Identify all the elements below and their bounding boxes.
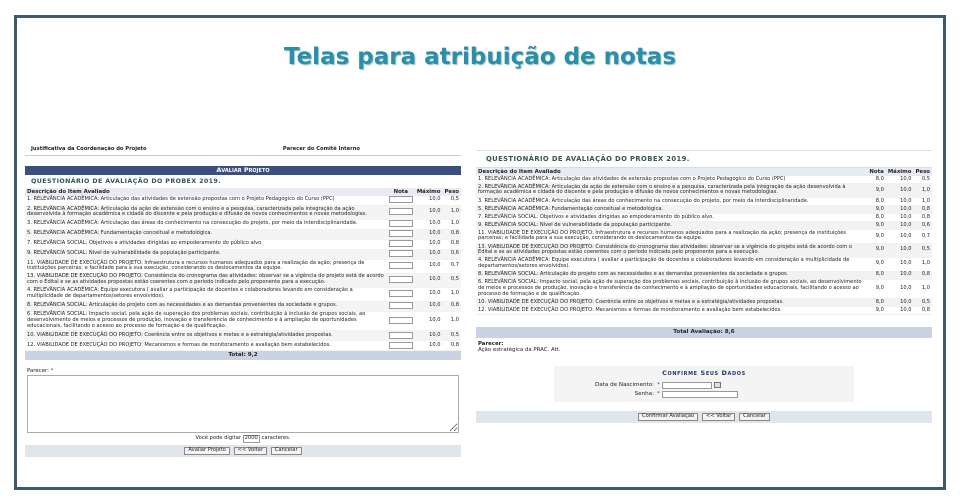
item-description: 8. RELEVÂNCIA SOCIAL: Articulação do projeto com as necessidades e as demandas provenientes da sociedade e grupos.	[25, 301, 387, 311]
maximo-cell: 10,0	[886, 230, 914, 244]
nota-cell: 8,0	[867, 213, 885, 221]
peso-cell: 1,0	[442, 205, 461, 219]
chars-suffix: caracteres.	[261, 434, 291, 441]
table-row	[25, 205, 461, 219]
col-descricao: Descrição do Item Avaliado	[476, 168, 867, 176]
questionnaire-title: QUESTIONÁRIO DE AVALIAÇÃO DO PROBEX 2019.	[31, 178, 221, 186]
col-nota: Nota	[387, 188, 415, 196]
nota-input[interactable]	[389, 250, 413, 257]
total-bar: Total Avaliação: 8,6	[476, 327, 932, 337]
item-description: 2. RELEVÂNCIA ACADÊMICA: Articulação da ação de extensão com o ensino e a pesquisa, caracterizada pela integração da ação desenvolvida à formação acadêmica e cidadã do discente e pela produção e difusão de novos conhecimentos e novas metodologias.	[476, 184, 867, 198]
parecer-textarea[interactable]	[27, 375, 459, 433]
peso-cell: 0,5	[442, 273, 461, 287]
button-bar	[476, 411, 932, 423]
nota-cell: 8,0	[867, 176, 885, 184]
table-header	[25, 188, 461, 196]
cancelar-button[interactable]: Cancelar	[739, 413, 770, 421]
peso-cell: 0,8	[442, 229, 461, 239]
parecer-label: Parecer:	[478, 340, 504, 347]
table-row	[25, 301, 461, 311]
maximo-cell: 10,0	[415, 341, 443, 351]
item-description: 11. VIABILIDADE DE EXECUÇÃO DO PROJETO: Infraestrutura e recursos humanos adequados para a realização da ação; presença de instituições parceiras; e facilidade para a sua execução, considerando os deslocamentos da equipe.	[476, 230, 867, 244]
nota-cell: 8,0	[867, 299, 885, 307]
peso-cell: 1,0	[913, 257, 932, 271]
nota-input[interactable]	[389, 196, 413, 203]
nota-input[interactable]	[389, 262, 413, 269]
peso-cell: 0,8	[913, 307, 932, 315]
justification-row	[25, 145, 461, 156]
table-row	[25, 273, 461, 287]
peso-cell: 1,0	[442, 311, 461, 331]
item-description: 2. RELEVÂNCIA ACADÊMICA: Articulação da ação de extensão com o ensino e a pesquisa, caracterizada pela integração da ação desenvolvida à formação acadêmica e cidadã do discente e pela produção e difusão de novos conhecimentos e novas metodologias.	[25, 205, 387, 219]
section-bar: Avaliar Projeto	[25, 166, 461, 175]
peso-cell: 0,5	[442, 331, 461, 341]
confirmar-avaliacao-button[interactable]: Confirmar Avaliação	[638, 413, 698, 421]
maximo-cell: 10,0	[415, 205, 443, 219]
item-description: 9. RELEVÂNCIA SOCIAL: Nível de vulnerabilidade da população participante.	[25, 249, 387, 259]
item-description: 5. RELEVÂNCIA ACADÊMICA: Fundamentação conceitual e metodológica.	[476, 205, 867, 213]
maximo-cell: 10,0	[886, 271, 914, 279]
peso-cell: 0,8	[913, 213, 932, 221]
nota-input[interactable]	[389, 208, 413, 215]
table-row	[25, 311, 461, 331]
voltar-button[interactable]: << Voltar	[234, 447, 267, 455]
table-row	[25, 229, 461, 239]
maximo-cell: 10,0	[415, 259, 443, 273]
nota-cell: 9,0	[867, 279, 885, 299]
maximo-cell: 10,0	[415, 273, 443, 287]
maximo-cell: 10,0	[415, 229, 443, 239]
table-row	[476, 222, 932, 230]
password-input[interactable]	[662, 391, 738, 398]
birthdate-input[interactable]	[662, 382, 712, 389]
table-row	[25, 331, 461, 341]
table-row	[476, 230, 932, 244]
peso-cell: 0,7	[913, 230, 932, 244]
peso-cell: 0,6	[442, 249, 461, 259]
maximo-cell: 10,0	[415, 301, 443, 311]
item-description: 6. RELEVÂNCIA SOCIAL: Impacto social, pela ação de superação dos problemas sociais, contribuição à inclusão de grupos sociais, ao desenvolvimento de meios e processos de produção, inovação e transferência de conhecimento e à ampliação de oportunidades educacionais, facilitando o acesso ao processo de formação e de qualificação.	[476, 279, 867, 299]
nota-input[interactable]	[389, 317, 413, 324]
nota-cell	[387, 259, 415, 273]
nota-cell: 9,0	[867, 205, 885, 213]
password-label: Senha:	[634, 391, 654, 398]
peso-cell: 1,0	[442, 287, 461, 301]
table-row	[25, 249, 461, 259]
nota-cell	[387, 311, 415, 331]
nota-cell	[387, 205, 415, 219]
peso-cell: 0,5	[913, 243, 932, 257]
item-description: 6. RELEVÂNCIA SOCIAL: Impacto social, pela ação de superação dos problemas sociais, contribuição à inclusão de grupos sociais, ao desenvolvimento de meios e processos de produção, inovação e transferência de conhecimento e à ampliação de oportunidades educacionais, facilitando o acesso ao processo de formação e de qualificação.	[25, 311, 387, 331]
col-maximo: Máximo	[887, 168, 912, 175]
maximo-cell: 10,0	[886, 222, 914, 230]
item-description: 12. VIABILIDADE DE EXECUÇÃO DO PROJETO: Mecanismos e formas de monitoramento e avaliação bem estabelecidos.	[476, 307, 867, 315]
required-mark: *	[657, 382, 660, 389]
table-row	[25, 239, 461, 249]
nota-cell: 8,0	[867, 271, 885, 279]
maximo-cell: 10,0	[415, 287, 443, 301]
parecer-comite-label: Parecer do Comitê Interno	[282, 146, 360, 152]
required-mark: *	[50, 367, 54, 374]
nota-cell	[387, 196, 415, 206]
item-description: 9. RELEVÂNCIA SOCIAL: Nível de vulnerabilidade da população participante.	[476, 222, 867, 230]
cancelar-button[interactable]: Cancelar	[271, 447, 302, 455]
nota-cell: 9,0	[867, 230, 885, 244]
nota-input[interactable]	[389, 342, 413, 349]
maximo-cell: 10,0	[415, 239, 443, 249]
evaluation-table	[476, 168, 932, 316]
item-description: 13. VIABILIDADE DE EXECUÇÃO DO PROJETO: Consistência do cronograma das atividades: observar se a vigência do projeto está de acordo com o Edital e se as atividades propostas estão coerentes com o período indicado pelo proponente para a execução.	[25, 273, 387, 287]
parecer-label: Parecer:	[27, 367, 49, 374]
item-description: 7. RELEVÂNCIA SOCIAL: Objetivos e atividades dirigidas ao empoderamento do público alvo.	[476, 213, 867, 221]
col-peso: Peso	[444, 188, 459, 195]
col-maximo: Máximo	[416, 188, 441, 195]
maximo-cell: 10,0	[415, 196, 443, 206]
nota-cell	[387, 229, 415, 239]
nota-input[interactable]	[389, 276, 413, 283]
nota-cell	[387, 331, 415, 341]
nota-cell	[387, 287, 415, 301]
peso-cell: 1,0	[913, 279, 932, 299]
table-row	[476, 184, 932, 198]
nota-cell: 9,0	[867, 257, 885, 271]
item-description: 1. RELEVÂNCIA ACADÊMICA: Articulação das atividades de extensão propostas com o Projeto Pedagógico do Curso (PPC)	[476, 176, 867, 184]
nota-cell: 8,0	[867, 197, 885, 205]
item-description: 13. VIABILIDADE DE EXECUÇÃO DO PROJETO: Consistência do cronograma das atividades: observar se a vigência do projeto está de acordo com o Edital e se as atividades propostas estão coerentes com o período indicado pelo proponente para a execução.	[476, 243, 867, 257]
maximo-cell: 10,0	[886, 213, 914, 221]
peso-cell: 0,8	[442, 301, 461, 311]
voltar-button[interactable]: << Voltar	[702, 413, 735, 421]
table-row	[476, 307, 932, 315]
col-peso: Peso	[915, 168, 930, 175]
maximo-cell: 10,0	[886, 197, 914, 205]
evaluation-table	[25, 188, 461, 352]
table-row	[476, 299, 932, 307]
maximo-cell: 10,0	[886, 279, 914, 299]
table-header	[476, 168, 932, 176]
char-counter	[25, 433, 461, 443]
nota-cell	[387, 301, 415, 311]
maximo-cell: 10,0	[415, 249, 443, 259]
nota-cell: 9,0	[867, 222, 885, 230]
justificativa-label: Justificativa da Coordenação do Projeto	[31, 146, 147, 152]
item-description: 3. RELEVÂNCIA ACADÊMICA: Articulação das áreas do conhecimento na consecução do projeto, por meio da interdisciplinaridade.	[25, 219, 387, 229]
nota-input[interactable]	[389, 230, 413, 237]
slide-title: Telas para atribuição de notas	[283, 44, 677, 70]
evaluation-confirm-screen	[476, 150, 932, 456]
nota-cell	[387, 219, 415, 229]
peso-cell: 0,7	[442, 259, 461, 273]
item-description: 1. RELEVÂNCIA ACADÊMICA: Articulação das atividades de extensão propostas com o Projeto Pedagógico do Curso (PPC)	[25, 196, 387, 206]
peso-cell: 0,8	[442, 239, 461, 249]
maximo-cell: 10,0	[886, 307, 914, 315]
table-row	[25, 341, 461, 351]
item-description: 10. VIABILIDADE DE EXECUÇÃO DO PROJETO: Coerência entre os objetivos e metas e a estratégia/atividades propostas.	[476, 299, 867, 307]
nota-cell	[387, 239, 415, 249]
maximo-cell: 10,0	[415, 311, 443, 331]
chars-count: 2000	[244, 434, 258, 441]
avaliar-projeto-button[interactable]: Avaliar Projeto	[184, 447, 229, 455]
table-row	[476, 257, 932, 271]
maximo-cell: 10,0	[415, 219, 443, 229]
item-description: 4. RELEVÂNCIA ACADÊMICA: Equipe executora ( avaliar a participação de docentes e colaboradores levando em consideração a multiplicidade de departamentos/setores envolvidos).	[476, 257, 867, 271]
peso-cell: 1,0	[913, 184, 932, 198]
table-row	[25, 287, 461, 301]
nota-input[interactable]	[389, 220, 413, 227]
peso-cell: 0,6	[913, 222, 932, 230]
total-bar: Total: 9,2	[25, 351, 461, 359]
password-row	[554, 390, 854, 402]
peso-cell: 0,8	[913, 271, 932, 279]
item-description: 3. RELEVÂNCIA ACADÊMICA: Articulação das áreas do conhecimento na consecução do projeto, por meio da interdisciplinaridade.	[476, 197, 867, 205]
button-bar	[25, 445, 461, 457]
parecer-label-row	[25, 360, 461, 375]
nota-cell	[387, 341, 415, 351]
nota-input[interactable]	[389, 240, 413, 247]
col-nota: Nota	[869, 168, 884, 175]
nota-input[interactable]	[389, 290, 413, 297]
parecer-text: Ação estratégica da PRAC. Att.	[478, 347, 561, 354]
item-description: 8. RELEVÂNCIA SOCIAL: Articulação do projeto com as necessidades e as demandas provenientes da sociedade e grupos.	[476, 271, 867, 279]
table-row	[476, 279, 932, 299]
table-row	[476, 213, 932, 221]
birthdate-row	[554, 381, 854, 390]
table-row	[476, 243, 932, 257]
table-row	[476, 197, 932, 205]
chars-prefix: Você pode digitar	[195, 434, 241, 441]
maximo-cell: 10,0	[886, 243, 914, 257]
item-description: 5. RELEVÂNCIA ACADÊMICA: Fundamentação conceitual e metodológica.	[25, 229, 387, 239]
peso-cell: 1,0	[913, 197, 932, 205]
peso-cell: 0,5	[913, 299, 932, 307]
item-description: 10. VIABILIDADE DE EXECUÇÃO DO PROJETO: Coerência entre os objetivos e metas e a estratégia/atividades propostas.	[25, 331, 387, 341]
table-row	[25, 196, 461, 206]
item-description: 12. VIABILIDADE DE EXECUÇÃO DO PROJETO: Mecanismos e formas de monitoramento e avaliação bem estabelecidos.	[25, 341, 387, 351]
questionnaire-title: QUESTIONÁRIO DE AVALIAÇÃO DO PROBEX 2019.	[476, 150, 932, 168]
maximo-cell: 10,0	[886, 299, 914, 307]
maximo-cell: 10,0	[886, 184, 914, 198]
evaluation-form-screen	[25, 145, 461, 459]
maximo-cell: 10,0	[415, 331, 443, 341]
nota-cell: 9,0	[867, 243, 885, 257]
item-description: 11. VIABILIDADE DE EXECUÇÃO DO PROJETO: Infraestrutura e recursos humanos adequados para a realização da ação; presença de instituições parceiras; e facilidade para a sua execução, considerando os deslocamentos da equipe.	[25, 259, 387, 273]
nota-cell: 9,0	[867, 184, 885, 198]
parecer-section	[476, 338, 932, 356]
item-description: 7. RELEVÂNCIA SOCIAL: Objetivos e atividades dirigidas ao empoderamento do público alvo.	[25, 239, 387, 249]
nota-cell	[387, 249, 415, 259]
calendar-icon[interactable]	[714, 382, 721, 388]
col-descricao: Descrição do Item Avaliado	[25, 188, 387, 196]
table-row	[25, 259, 461, 273]
peso-cell: 0,5	[442, 196, 461, 206]
peso-cell: 1,0	[442, 219, 461, 229]
confirm-panel	[554, 366, 854, 401]
table-row	[476, 271, 932, 279]
peso-cell: 0,8	[913, 205, 932, 213]
table-row	[476, 205, 932, 213]
table-row	[25, 219, 461, 229]
nota-cell: 9,0	[867, 307, 885, 315]
peso-cell: 0,8	[442, 341, 461, 351]
maximo-cell: 10,0	[886, 257, 914, 271]
maximo-cell: 10,0	[886, 176, 914, 184]
birthdate-label: Data de Nascimento:	[595, 382, 654, 389]
maximo-cell: 10,0	[886, 205, 914, 213]
confirm-title: Confirme Seus Dados	[662, 369, 746, 378]
nota-cell	[387, 273, 415, 287]
table-row	[476, 176, 932, 184]
nota-input[interactable]	[389, 302, 413, 309]
required-mark: *	[657, 391, 660, 398]
item-description: 4. RELEVÂNCIA ACADÊMICA: Equipe executora ( avaliar a participação de docentes e colaboradores levando em consideração a multiplicidade de departamentos/setores envolvidos).	[25, 287, 387, 301]
nota-input[interactable]	[389, 332, 413, 339]
peso-cell: 0,5	[913, 176, 932, 184]
